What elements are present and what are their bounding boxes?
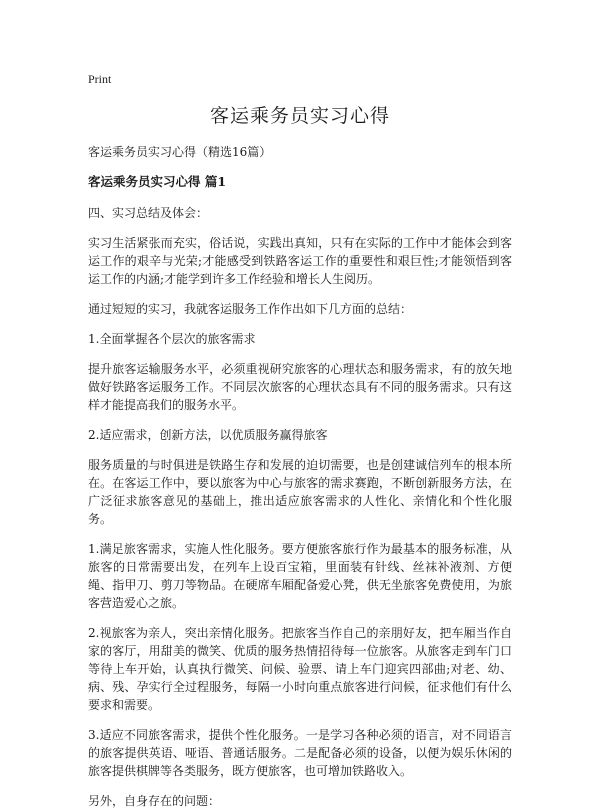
section-heading: 客运乘务员实习心得 篇1 xyxy=(88,174,227,189)
paragraph-summary-intro: 通过短短的实习，我就客运服务工作作出如下几方面的总结： xyxy=(88,302,413,316)
document-title: 客运乘务员实习心得 xyxy=(209,105,390,127)
paragraph-point-1-body: 提升旅客运输服务水平，必须重视研究旅客的心理状态和服务需求，有的放矢地做好铁路客运服务工作。不同层次旅客的心理状态具有不同的服务需求。只有这样才能提高我们的服务水平。 xyxy=(88,362,512,412)
print-link[interactable]: Print xyxy=(88,72,112,86)
paragraph-point-2-body: 服务质量的与时俱进是铁路生存和发展的迫切需要，也是创建诚信列车的根本所在。在客运工作中，要以旅客为中心与旅客的需求赛跑，不断创新服务方法，在广泛征求旅客意见的基础上，推出适应旅客需求的人性化、亲情化和个性化服务。 xyxy=(88,458,512,526)
paragraph-summary-heading: 四、实习总结及体会： xyxy=(88,206,209,220)
paragraph-humanized-service: 1.满足旅客需求，实施人性化服务。要方便旅客旅行作为最基本的服务标准，从旅客的日常需要出发，在列车上设百宝箱，里面装有针线、丝袜补液剂、方便绳、指甲刀、剪刀等物品。在硬席车厢配备爱心凳，供无坐旅客免费使用，为旅客营造爱心之旅。 xyxy=(88,542,512,610)
document-subtitle: 客运乘务员实习心得（精选16篇） xyxy=(88,145,272,159)
paragraph-family-service: 2.视旅客为亲人，突出亲情化服务。把旅客当作自己的亲朋好友，把车厢当作自家的客厅，用甜美的微笑、优质的服务热情招待每一位旅客。从旅客走到车门口等待上车开始，认真执行微笑、问候、验票、请上车门迎宾四部曲;对老、幼、病、残、孕实行全过程服务，每隔一小时向重点旅客进行问候，征求他们有什么要求和需要。 xyxy=(88,626,512,712)
paragraph-internship-life: 实习生活紧张而充实，俗话说，实践出真知，只有在实际的工作中才能体会到客运工作的艰辛与光荣;才能感受到铁路客运工作的重要性和艰巨性;才能领悟到客运工作的内涵;才能学到许多工作经验和增长人生阅历。 xyxy=(88,236,512,286)
paragraph-own-problems: 另外，自身存在的问题： xyxy=(88,794,221,808)
paragraph-point-2-heading: 2.适应需求，创新方法，以优质服务赢得旅客 xyxy=(88,428,328,442)
paragraph-personalized-service: 3.适应不同旅客需求，提供个性化服务。一是学习各种必须的语言，对不同语言的旅客提供英语、哑语、普通话服务。二是配备必须的设备，以便为娱乐休闲的旅客提供棋牌等各类服务，既方便旅客，也可增加铁路收入。 xyxy=(88,728,512,778)
paragraph-point-1-heading: 1.全面掌握各个层次的旅客需求 xyxy=(88,332,256,346)
